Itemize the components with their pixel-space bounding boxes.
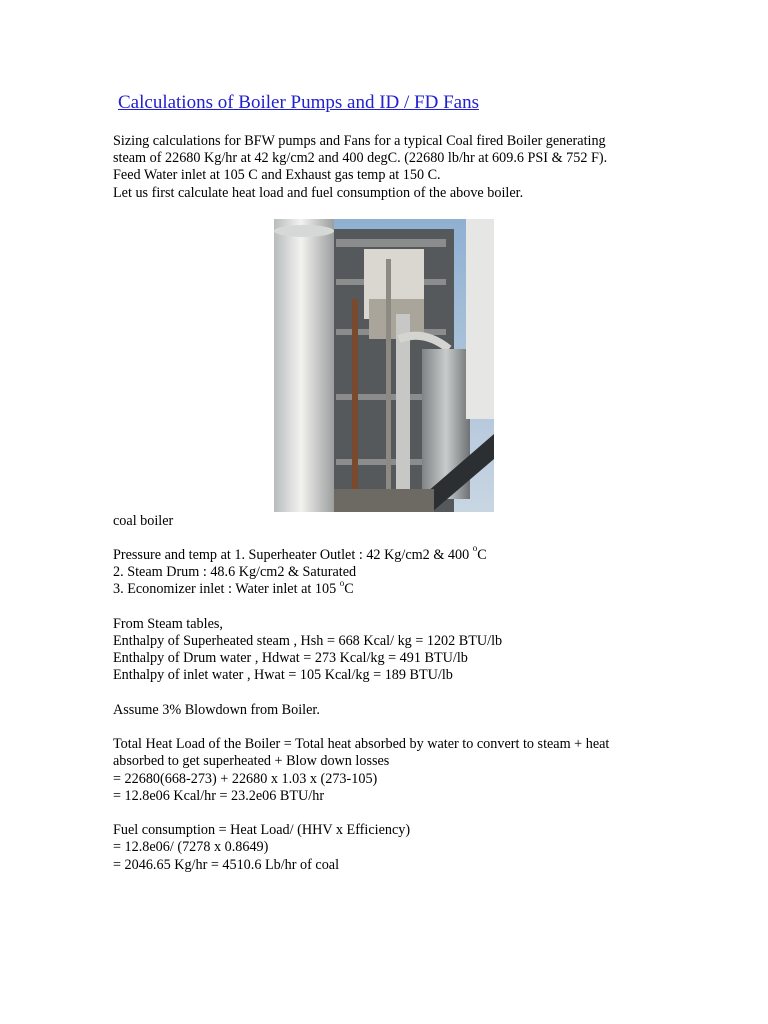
steam-table-line: Enthalpy of inlet water , Hwat = 105 Kcal/kg = 189 BTU/lb (113, 667, 453, 684)
condition-line (113, 543, 673, 564)
intro-line: Feed Water inlet at 105 C and Exhaust gas temp at 150 C. (113, 167, 441, 184)
coal-boiler-photo (274, 219, 494, 512)
intro-line: Sizing calculations for BFW pumps and Fans for a typical Coal fired Boiler generating (113, 133, 606, 149)
fuel-line: Fuel consumption = Heat Load/ (HHV x Efficiency) (113, 822, 411, 839)
condition-line: 2. Steam Drum : 48.6 Kg/cm2 & Saturated (113, 564, 357, 581)
steam-table-line: Enthalpy of Drum water , Hdwat = 273 Kcal/kg = 491 BTU/lb (113, 650, 468, 667)
condition-text: Pressure and temp at 1. Superheater Outlet : 42 Kg/cm2 & 400 (113, 547, 473, 563)
intro-paragraph (113, 133, 673, 202)
document-title-link[interactable]: Calculations of Boiler Pumps and ID / FD Fans (118, 92, 479, 113)
intro-line: Let us first calculate heat load and fuel consumption of the above boiler. (113, 184, 524, 201)
degree-superscript: o (472, 543, 478, 554)
document-body (113, 543, 673, 891)
steam-tables-paragraph (113, 616, 673, 685)
heat-load-line: Total Heat Load of the Boiler = Total heat absorbed by water to convert to steam + heat (113, 736, 610, 753)
heat-load-line: = 12.8e06 Kcal/hr = 23.2e06 BTU/hr (113, 787, 325, 804)
steam-table-line: Enthalpy of Superheated steam , Hsh = 668 Kcal/ kg = 1202 BTU/lb (113, 633, 503, 649)
degree-unit: C (477, 547, 487, 563)
steam-table-line: From Steam tables, (113, 615, 223, 632)
fuel-line: = 12.8e06/ (7278 x 0.8649) (113, 839, 269, 856)
degree-unit: C (344, 581, 354, 598)
heat-load-paragraph (113, 736, 673, 805)
intro-line: steam of 22680 Kg/hr at 42 kg/cm2 and 400 degC. (22680 lb/hr at 609.6 PSI & 752 F). (113, 150, 608, 167)
assumption-line: Assume 3% Blowdown from Boiler. (113, 701, 320, 718)
heat-load-line: = 22680(668-273) + 22680 x 1.03 x (273-105) (113, 770, 378, 787)
heat-load-line: absorbed to get superheated + Blow down losses (113, 753, 390, 770)
condition-line (113, 577, 673, 598)
degree-superscript: o (339, 577, 345, 588)
conditions-paragraph (113, 543, 673, 599)
condition-text: 3. Economizer inlet : Water inlet at 105 (113, 581, 340, 598)
fuel-consumption-paragraph (113, 822, 673, 874)
fuel-line: = 2046.65 Kg/hr = 4510.6 Lb/hr of coal (113, 856, 340, 873)
assumption-paragraph (113, 702, 673, 719)
image-caption: coal boiler (113, 513, 174, 529)
